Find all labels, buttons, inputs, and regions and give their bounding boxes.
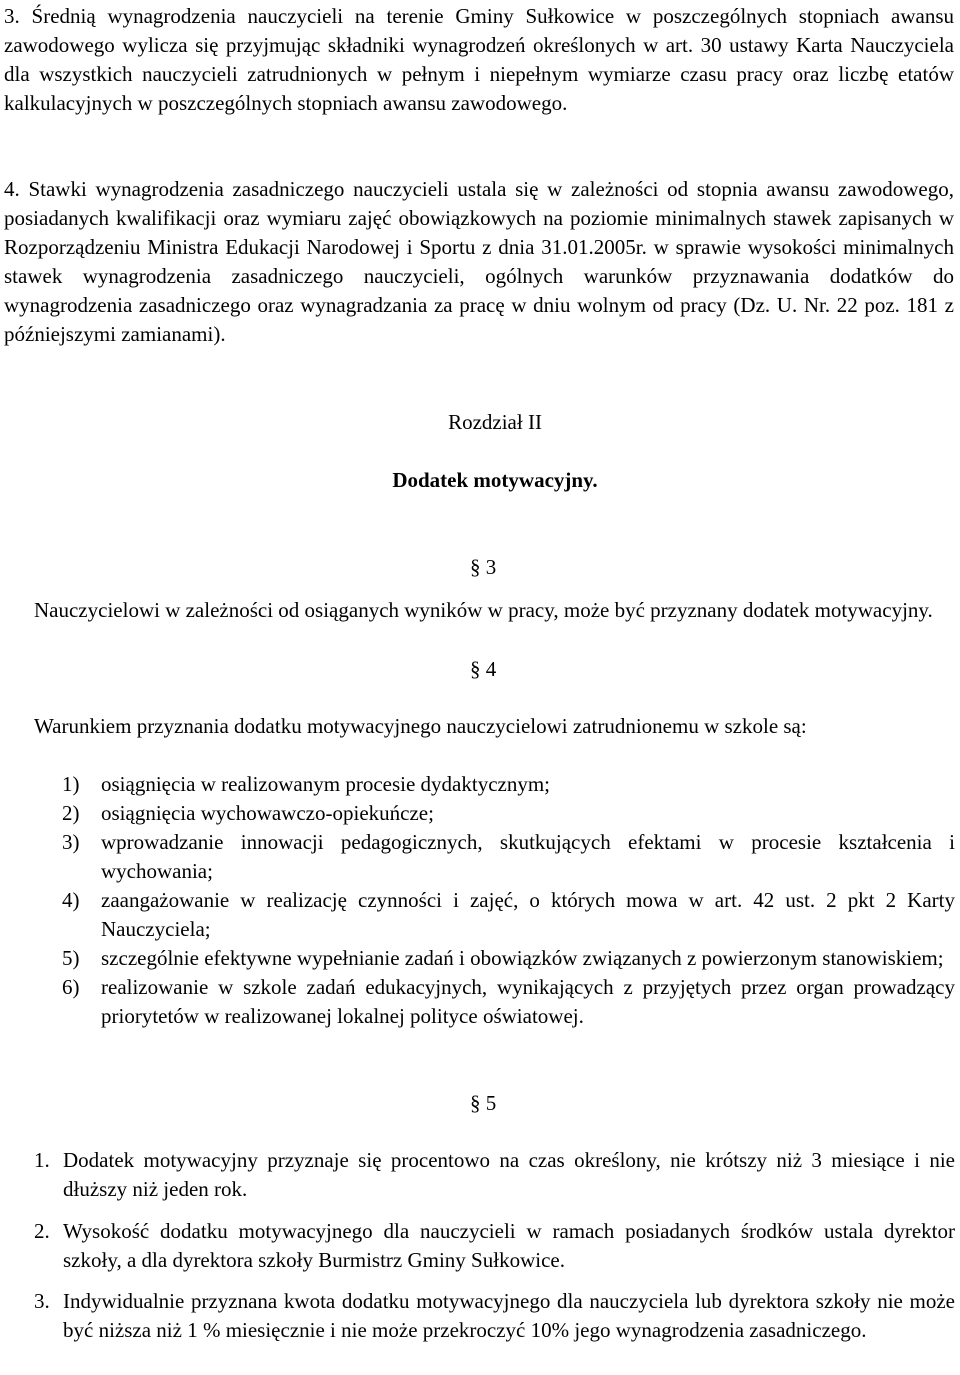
section-3-heading: § 3 <box>470 555 497 579</box>
list-item-text: Indywidualnie przyznana kwota dodatku motywacyjnego dla nauczyciela lub dyrektora szkoły nie może być niższa niż 1 % miesięcznie i nie może przekroczyć 10% jego wynagrodzenia zasadniczego. <box>63 1289 955 1342</box>
list-item-text: osiągnięcia wychowawczo-opiekuńcze; <box>101 801 434 825</box>
list-item <box>34 1217 955 1275</box>
list-item <box>62 886 955 944</box>
paragraph-4: 4. Stawki wynagrodzenia zasadniczego nauczycieli ustala się w zależności od stopnia awansu zawodowego, posiadanych kwalifikacji oraz wymiaru zajęć obowiązkowych na poziomie minimalnych stawek zapisanych w Rozporządzeniu Ministra Edukacji Narodowej i Sportu z dnia 31.01.2005r. w sprawie wysokości minimalnych stawek wynagrodzenia zasadniczego nauczycieli, ogólnych warunków przyznawania dodatków do wynagrodzenia zasadniczego oraz wynagradzania za pracę w dniu wolnym od pracy (Dz. U. Nr. 22 poz. 181 z późniejszymi zamianami). <box>4 177 954 346</box>
list-item <box>62 828 955 886</box>
list-item <box>62 799 955 828</box>
section-4-text: Warunkiem przyznania dodatku motywacyjnego nauczycielowi zatrudnionemu w szkole są: <box>34 714 807 738</box>
section-3-text: Nauczycielowi w zależności od osiąganych wyników w pracy, może być przyznany dodatek motywacyjny. <box>34 598 933 622</box>
list-item <box>62 770 955 799</box>
list-item-text: osiągnięcia w realizowanym procesie dydaktycznym; <box>101 772 550 796</box>
list-item-number: 5) <box>62 946 80 970</box>
list-item <box>34 1146 955 1204</box>
list-item-number: 3) <box>62 830 80 854</box>
list-item-number: 1) <box>62 772 80 796</box>
list-item-text: szczególnie efektywne wypełnianie zadań i obowiązków związanych z powierzonym stanowiskiem; <box>101 946 944 970</box>
list-item-number: 2) <box>62 801 80 825</box>
section-5-point-1 <box>34 1146 955 1204</box>
section-4-heading: § 4 <box>470 657 497 681</box>
list-item-number: 6) <box>62 975 80 999</box>
list-item-number: 4) <box>62 888 80 912</box>
section-5-point-2 <box>34 1217 955 1275</box>
section-5-point-3 <box>34 1287 955 1345</box>
list-item-text: wprowadzanie innowacji pedagogicznych, skutkujących efektami w procesie kształcenia i wychowania; <box>101 830 955 883</box>
list-item-text: zaangażowanie w realizację czynności i zajęć, o których mowa w art. 42 ust. 2 pkt 2 Karty Nauczyciela; <box>101 888 955 941</box>
list-item <box>62 973 955 1031</box>
list-item-text: Dodatek motywacyjny przyznaje się procentowo na czas określony, nie krótszy niż 3 miesiące i nie dłuższy niż jeden rok. <box>63 1148 955 1201</box>
list-item-text: realizowanie w szkole zadań edukacyjnych, wynikających z przyjętych przez organ prowadzący priorytetów w realizowanej lokalnej polityce oświatowej. <box>101 975 955 1028</box>
section-5-heading: § 5 <box>470 1091 497 1115</box>
list-item <box>34 1287 955 1345</box>
paragraph-3: 3. Średnią wynagrodzenia nauczycieli na terenie Gminy Sułkowice w poszczególnych stopniach awansu zawodowego wylicza się przyjmując składniki wynagrodzeń określonych w art. 30 ustawy Karta Nauczyciela dla wszystkich nauczycieli zatrudnionych w pełnym i niepełnym wymiarze czasu pracy oraz liczbę etatów kalkulacyjnych w poszczególnych stopniach awansu zawodowego. <box>4 4 954 115</box>
list-item-number: 3. <box>34 1289 50 1313</box>
chapter-title: Dodatek motywacyjny. <box>392 468 598 492</box>
section-4-conditions-list <box>62 770 955 1031</box>
list-item-number: 1. <box>34 1148 50 1172</box>
chapter-label: Rozdział II <box>448 410 542 434</box>
list-item <box>62 944 955 973</box>
list-item-number: 2. <box>34 1219 50 1243</box>
list-item-text: Wysokość dodatku motywacyjnego dla nauczycieli w ramach posiadanych środków ustala dyrektor szkoły, a dla dyrektora szkoły Burmistrz Gminy Sułkowice. <box>63 1219 955 1272</box>
